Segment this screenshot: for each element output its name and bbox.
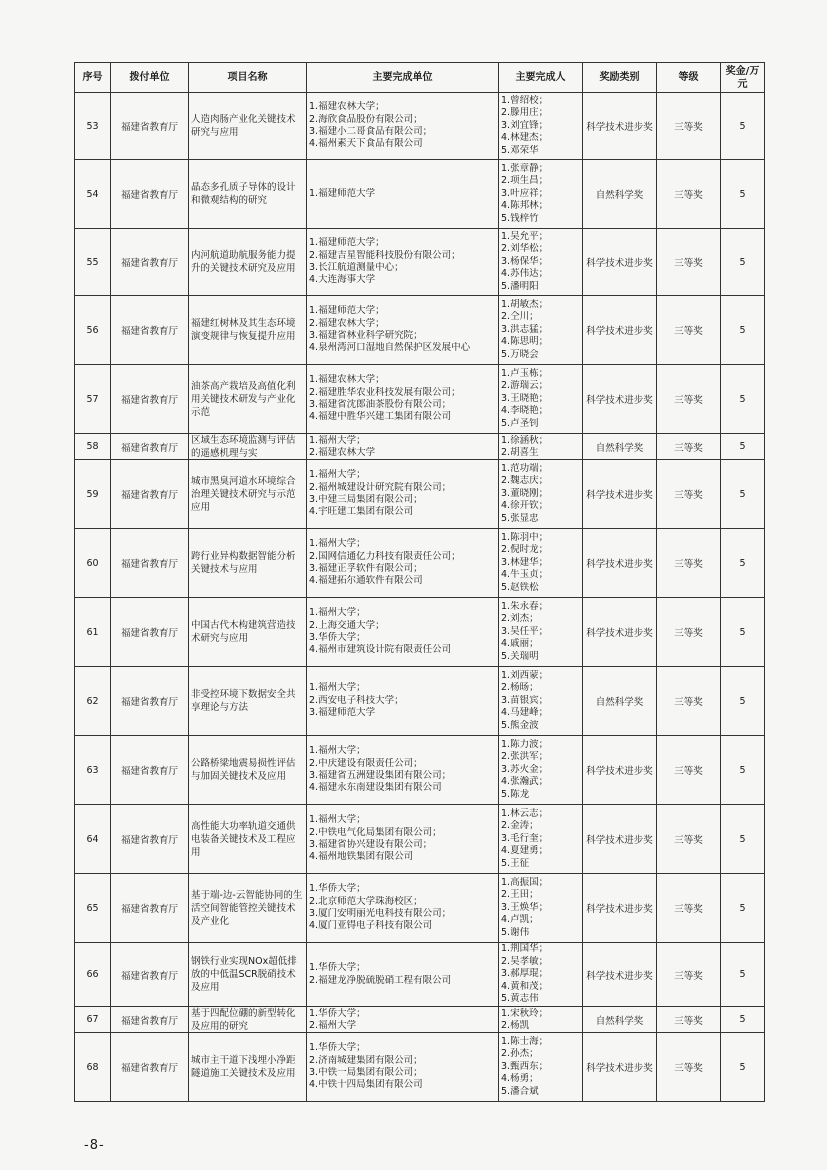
row-people — [499, 598, 583, 667]
row-units-line: 1.福建师范大学 — [309, 187, 376, 199]
row-units — [307, 365, 499, 434]
row-people-line: 4.黄和茂； — [501, 980, 549, 992]
row-award-type: 科学技术进步奖 — [583, 736, 657, 805]
row-units-line: 3.厦门安明丽光电科技有限公司； — [309, 908, 452, 919]
row-units-line: 2.国网信通亿力科技有限责任公司； — [309, 550, 461, 562]
row-department: 福建省教育厅 — [111, 667, 189, 736]
row-number: 56 — [75, 296, 111, 365]
row-project-name — [189, 943, 307, 1007]
row-units-line: 4.福建中胜华兴建工集团有限公司 — [309, 411, 452, 423]
row-people-line: 2.杨凯 — [501, 1019, 530, 1031]
row-units-line: 2.上海交通大学； — [309, 619, 385, 631]
row-people-line: 2.王田； — [501, 889, 539, 901]
row-award-type: 科学技术进步奖 — [583, 460, 657, 529]
row-units — [307, 296, 499, 365]
row-units-line: 2.福州城建设计研究院有限公司； — [309, 481, 452, 493]
row-project-name — [189, 365, 307, 434]
table-row — [75, 736, 765, 805]
row-people-line: 4.卢凯； — [501, 914, 539, 926]
row-units-line: 2.福州大学 — [309, 1019, 357, 1031]
row-amount: 5 — [721, 93, 765, 160]
row-people — [499, 460, 583, 529]
row-grade: 三等奖 — [657, 365, 721, 434]
row-people-line: 1.林云志； — [501, 807, 549, 819]
row-award-type: 科学技术进步奖 — [583, 93, 657, 160]
row-people-line: 5.张显忠 — [501, 512, 539, 524]
row-project-name — [189, 1033, 307, 1102]
row-department: 福建省教育厅 — [111, 434, 189, 460]
table-row — [75, 93, 765, 160]
row-grade: 三等奖 — [657, 160, 721, 229]
row-department: 福建省教育厅 — [111, 1007, 189, 1033]
table-row — [75, 365, 765, 434]
row-grade: 三等奖 — [657, 805, 721, 874]
row-people-line: 5.赵铁松 — [501, 581, 539, 593]
row-people-line: 4.张瀚武； — [501, 776, 549, 788]
row-project-name — [189, 805, 307, 874]
row-people-line: 5.陈龙 — [501, 788, 530, 800]
table-row — [75, 296, 765, 365]
row-people — [499, 229, 583, 296]
row-people-line: 2.刘杰； — [501, 613, 539, 625]
row-units-line: 1.福州大学； — [309, 745, 366, 757]
row-people-line: 2.项生昌； — [501, 175, 549, 187]
row-people — [499, 943, 583, 1007]
row-people — [499, 805, 583, 874]
row-units — [307, 667, 499, 736]
project-name-text: 非受控环境下数据安全共享理论与方法 — [191, 689, 296, 713]
table-row — [75, 874, 765, 943]
row-people-line: 4.陈思明； — [501, 336, 549, 348]
row-units-line: 1.福州大学； — [309, 469, 366, 481]
row-units — [307, 1033, 499, 1102]
row-people-line: 2.仝川； — [501, 311, 539, 323]
row-number: 65 — [75, 874, 111, 943]
row-units — [307, 736, 499, 805]
row-units-line: 3.长江航道测量中心； — [309, 262, 404, 273]
row-people-line: 2.吴孝敏； — [501, 955, 549, 967]
row-people-line: 4.徐开钦； — [501, 500, 549, 512]
row-people-line: 1.荆国华； — [501, 943, 549, 955]
row-amount: 5 — [721, 736, 765, 805]
row-people-line: 5.王征 — [501, 857, 530, 869]
row-units — [307, 1007, 499, 1033]
row-people-line: 1.陈力波； — [501, 738, 549, 750]
row-amount: 5 — [721, 296, 765, 365]
row-department: 福建省教育厅 — [111, 943, 189, 1007]
row-people-line: 3.洪志猛； — [501, 323, 549, 335]
row-people-line: 4.陈邦林； — [501, 200, 549, 212]
row-units — [307, 229, 499, 296]
row-project-name — [189, 529, 307, 598]
row-people-line: 4.杨勇； — [501, 1073, 539, 1085]
row-units-line: 2.福建吉星智能科技股份有限公司； — [309, 249, 461, 261]
row-amount: 5 — [721, 943, 765, 1007]
row-number: 57 — [75, 365, 111, 434]
row-units-line: 1.福建师范大学； — [309, 237, 385, 249]
row-people-line: 1.朱永春； — [501, 600, 549, 612]
row-project-name — [189, 1007, 307, 1033]
row-units-line: 2.福建龙净脱硫脱硝工程有限公司 — [309, 974, 452, 986]
row-people-line: 1.卢玉栋； — [501, 367, 549, 379]
row-people — [499, 736, 583, 805]
row-units-line: 1.华侨大学； — [309, 962, 366, 974]
row-people-line: 2.滕用庄； — [501, 107, 549, 119]
row-award-type: 科学技术进步奖 — [583, 874, 657, 943]
row-amount: 5 — [721, 1007, 765, 1033]
row-people-line: 2.刘华松； — [501, 243, 549, 255]
row-people-line: 5.万晓会 — [501, 348, 539, 360]
row-grade: 三等奖 — [657, 1033, 721, 1102]
row-award-type: 自然科学奖 — [583, 434, 657, 460]
row-units-line: 2.海欣食品股份有限公司； — [309, 113, 423, 125]
row-amount: 5 — [721, 434, 765, 460]
row-units — [307, 805, 499, 874]
row-grade: 三等奖 — [657, 943, 721, 1007]
row-people-line: 3.吴任平； — [501, 625, 549, 637]
row-units-line: 1.华侨大学； — [309, 1042, 366, 1054]
project-name-text: 公路桥梁地震易损性评估与加固关键技术及应用 — [191, 758, 296, 782]
row-units-line: 1.福建师范大学； — [309, 305, 385, 317]
row-units-line: 4.厦门亚锝电子科技有限公司 — [309, 920, 433, 932]
row-people-line: 1.刘西蒙； — [501, 669, 549, 681]
row-units-line: 4.大连海事大学 — [309, 274, 376, 286]
row-units — [307, 93, 499, 160]
row-department: 福建省教育厅 — [111, 805, 189, 874]
row-units-line: 2.济南城建集团有限公司； — [309, 1054, 423, 1066]
row-number: 55 — [75, 229, 111, 296]
row-people-line: 3.刘宜锋； — [501, 119, 549, 131]
row-people-line: 3.毛行奎； — [501, 832, 549, 844]
row-units-line: 3.福建省协兴建设有限公司； — [309, 839, 433, 850]
row-people — [499, 1033, 583, 1102]
row-grade: 三等奖 — [657, 296, 721, 365]
row-units — [307, 943, 499, 1007]
project-name-text: 城市黑臭河道水环境综合治理关键技术研究与示范应用 — [191, 475, 296, 513]
row-award-type: 科学技术进步奖 — [583, 229, 657, 296]
row-units-line: 1.福建农林大学； — [309, 374, 385, 386]
row-people-line: 5.黄志伟 — [501, 993, 539, 1005]
row-department: 福建省教育厅 — [111, 365, 189, 434]
row-units-line: 3.福建省林业科学研究院； — [309, 330, 423, 341]
row-department: 福建省教育厅 — [111, 93, 189, 160]
row-award-type: 自然科学奖 — [583, 667, 657, 736]
project-name-text: 晶态多孔质子导体的设计和微观结构的研究 — [191, 182, 296, 206]
row-people-line: 5.潘明阳 — [501, 280, 539, 292]
row-units-line: 3.华侨大学； — [309, 632, 366, 643]
row-people — [499, 93, 583, 160]
project-name-text: 内河航道助航服务能力提升的关键技术研究及应用 — [191, 250, 296, 274]
row-people-line: 2.游瑞云； — [501, 380, 549, 392]
row-units-line: 1.福州大学； — [309, 607, 366, 619]
row-units — [307, 460, 499, 529]
row-units — [307, 598, 499, 667]
row-project-name — [189, 460, 307, 529]
project-name-text: 区域生态环境监测与评估的遥感机理与实 — [191, 435, 296, 459]
row-units-line: 3.福建小二哥食品有限公司； — [309, 126, 433, 137]
row-people-line: 3.甄西东； — [501, 1060, 549, 1072]
row-people-line: 3.林建华； — [501, 556, 549, 568]
row-people — [499, 365, 583, 434]
row-grade: 三等奖 — [657, 460, 721, 529]
row-people-line: 1.胡敏杰； — [501, 298, 549, 310]
row-units-line: 1.福州大学； — [309, 682, 366, 694]
row-number: 66 — [75, 943, 111, 1007]
row-people-line: 2.倪时龙； — [501, 544, 549, 556]
row-department: 福建省教育厅 — [111, 229, 189, 296]
project-name-text: 福建红树林及其生态环境演变规律与恢复提升应用 — [191, 318, 296, 342]
row-units-line: 2.福建胜华农业科技发展有限公司； — [309, 386, 461, 398]
row-amount: 5 — [721, 529, 765, 598]
table-row — [75, 434, 765, 460]
row-people-line: 2.张洪军； — [501, 751, 549, 763]
row-units-line: 2.北京师范大学珠海校区； — [309, 895, 423, 907]
row-units-line: 4.中铁十四局集团有限公司 — [309, 1079, 423, 1091]
row-people-line: 1.曾绍校； — [501, 94, 549, 106]
row-units-line: 4.福州素天下食品有限公司 — [309, 138, 423, 150]
table-row — [75, 598, 765, 667]
row-people-line: 5.潘合斌 — [501, 1085, 539, 1097]
row-people-line: 5.熊金波 — [501, 719, 539, 731]
table-row — [75, 460, 765, 529]
row-units — [307, 529, 499, 598]
row-people-line: 3.杨保华； — [501, 255, 549, 267]
row-amount: 5 — [721, 667, 765, 736]
row-people-line: 2.金涛； — [501, 820, 539, 832]
row-people-line: 1.吴允平； — [501, 230, 549, 242]
row-grade: 三等奖 — [657, 434, 721, 460]
row-people-line: 1.张章静； — [501, 162, 549, 174]
row-number: 53 — [75, 93, 111, 160]
row-people-line: 3.王焕华； — [501, 901, 549, 913]
row-people-line: 4.马建峰； — [501, 707, 549, 719]
row-number: 58 — [75, 434, 111, 460]
row-people-line: 1.陈士海； — [501, 1035, 549, 1047]
row-units-line: 1.华侨大学； — [309, 883, 366, 895]
row-units-line: 3.福建省五洲建设集团有限公司； — [309, 770, 452, 781]
row-number: 54 — [75, 160, 111, 229]
row-amount: 5 — [721, 229, 765, 296]
row-people-line: 4.李晓艳； — [501, 405, 549, 417]
row-number: 67 — [75, 1007, 111, 1033]
project-name-text: 钢铁行业实现NOx超低排放的中低温SCR脱硝技术及应用 — [191, 956, 297, 993]
header-name: 项目名称 — [189, 63, 307, 93]
row-units-line: 4.宇旺建工集团有限公司 — [309, 506, 414, 518]
row-amount: 5 — [721, 160, 765, 229]
row-people — [499, 667, 583, 736]
header-people: 主要完成人 — [499, 63, 583, 93]
row-grade: 三等奖 — [657, 874, 721, 943]
row-people-line: 1.陈羽中； — [501, 531, 549, 543]
row-units-line: 1.福州大学； — [309, 434, 366, 446]
row-grade: 三等奖 — [657, 1007, 721, 1033]
project-name-text: 中国古代木构建筑营造技术研究与应用 — [191, 620, 296, 644]
row-project-name — [189, 229, 307, 296]
row-people-line: 5.卢圣钊 — [501, 417, 539, 429]
row-department: 福建省教育厅 — [111, 736, 189, 805]
row-units — [307, 874, 499, 943]
row-units-line: 3.中建三局集团有限公司； — [309, 494, 423, 505]
table-row — [75, 160, 765, 229]
row-people-line: 2.孙杰； — [501, 1048, 539, 1060]
row-people-line: 3.董晓刚； — [501, 487, 549, 499]
row-people-line: 4.夏建勇； — [501, 845, 549, 857]
row-people-line: 3.王晓艳； — [501, 392, 549, 404]
row-people-line: 2.杨旸； — [501, 682, 539, 694]
row-grade: 三等奖 — [657, 736, 721, 805]
row-units-line: 3.福建省沈郎油茶股份有限公司； — [309, 399, 452, 410]
row-award-type: 自然科学奖 — [583, 160, 657, 229]
row-people-line: 5.谢伟 — [501, 926, 530, 938]
row-amount: 5 — [721, 460, 765, 529]
row-number: 60 — [75, 529, 111, 598]
row-award-type: 科学技术进步奖 — [583, 598, 657, 667]
row-units-line: 3.中铁一局集团有限公司； — [309, 1067, 423, 1078]
row-people-line: 4.戚丽； — [501, 638, 539, 650]
row-amount: 5 — [721, 874, 765, 943]
table-row — [75, 805, 765, 874]
row-people-line: 1.高振国； — [501, 876, 549, 888]
row-people-line: 2.魏志庆； — [501, 475, 549, 487]
row-number: 68 — [75, 1033, 111, 1102]
row-people-line: 4.牛玉贞； — [501, 569, 549, 581]
row-award-type: 科学技术进步奖 — [583, 529, 657, 598]
row-people — [499, 1007, 583, 1033]
page-number: -8- — [84, 1138, 105, 1153]
row-department: 福建省教育厅 — [111, 296, 189, 365]
row-project-name — [189, 434, 307, 460]
header-amount: 奖金/万元 — [721, 63, 765, 93]
row-project-name — [189, 296, 307, 365]
row-number: 62 — [75, 667, 111, 736]
row-units-line: 4.福州地铁集团有限公司 — [309, 851, 414, 863]
project-name-text: 城市主干道下浅埋小净距隧道施工关键技术及应用 — [191, 1055, 296, 1079]
row-amount: 5 — [721, 805, 765, 874]
row-department: 福建省教育厅 — [111, 598, 189, 667]
row-units-line: 4.福州市建筑设计院有限责任公司 — [309, 644, 452, 656]
row-award-type: 科学技术进步奖 — [583, 805, 657, 874]
header-type: 奖励类别 — [583, 63, 657, 93]
header-num: 序号 — [75, 63, 111, 93]
row-grade: 三等奖 — [657, 667, 721, 736]
table-row — [75, 529, 765, 598]
row-people-line: 3.郝厚琨； — [501, 968, 549, 980]
row-units — [307, 434, 499, 460]
row-units-line: 2.福建农林大学； — [309, 317, 385, 329]
row-grade: 三等奖 — [657, 93, 721, 160]
row-grade: 三等奖 — [657, 598, 721, 667]
row-units-line: 1.华侨大学； — [309, 1007, 366, 1019]
row-project-name — [189, 736, 307, 805]
row-project-name — [189, 160, 307, 229]
row-units-line: 2.西安电子科技大学； — [309, 694, 404, 706]
row-people-line: 3.苗银宾； — [501, 694, 549, 706]
award-table — [74, 62, 765, 1102]
row-amount: 5 — [721, 598, 765, 667]
row-number: 64 — [75, 805, 111, 874]
row-people-line: 5.钱梓竹 — [501, 212, 539, 224]
table-row — [75, 667, 765, 736]
table-row — [75, 943, 765, 1007]
project-name-text: 基于四配位硼的新型转化及应用的研究 — [191, 1008, 296, 1032]
row-units-line: 2.福建农林大学 — [309, 446, 376, 458]
row-units-line: 4.福建永东南建设集团有限公司 — [309, 782, 442, 794]
row-people — [499, 160, 583, 229]
table-row — [75, 1033, 765, 1102]
header-grade: 等级 — [657, 63, 721, 93]
project-name-text: 油茶高产栽培及高值化利用关键技术研发与产业化示范 — [191, 380, 296, 418]
row-units-line: 2.中庆建设有限责任公司； — [309, 757, 423, 769]
row-units-line: 3.福建师范大学 — [309, 707, 376, 719]
row-award-type: 科学技术进步奖 — [583, 1033, 657, 1102]
row-units-line: 4.福建拓尔通软件有限公司 — [309, 575, 423, 587]
row-people-line: 5.关瑞明 — [501, 650, 539, 662]
row-project-name — [189, 93, 307, 160]
row-people — [499, 874, 583, 943]
row-units-line: 2.中铁电气化局集团有限公司； — [309, 826, 442, 838]
row-award-type: 科学技术进步奖 — [583, 943, 657, 1007]
row-department: 福建省教育厅 — [111, 460, 189, 529]
row-people-line: 1.范功端； — [501, 462, 549, 474]
table-header-row — [75, 63, 765, 93]
row-project-name — [189, 598, 307, 667]
row-units-line: 1.福州大学； — [309, 538, 366, 550]
row-award-type: 自然科学奖 — [583, 1007, 657, 1033]
row-people-line: 3.苏火金； — [501, 763, 549, 775]
row-amount: 5 — [721, 1033, 765, 1102]
row-people-line: 1.宋秋玲； — [501, 1007, 549, 1019]
header-dept: 拨付单位 — [111, 63, 189, 93]
row-units-line: 4.泉州湾河口湿地自然保护区发展中心 — [309, 342, 471, 354]
project-name-text: 高性能大功率轨道交通供电装备关键技术及工程应用 — [191, 820, 296, 858]
row-department: 福建省教育厅 — [111, 874, 189, 943]
row-units — [307, 160, 499, 229]
row-units-line: 1.福州大学； — [309, 814, 366, 826]
row-people — [499, 434, 583, 460]
row-project-name — [189, 667, 307, 736]
row-number: 63 — [75, 736, 111, 805]
project-name-text: 跨行业异构数据智能分析关键技术与应用 — [191, 551, 296, 575]
row-number: 61 — [75, 598, 111, 667]
row-number: 59 — [75, 460, 111, 529]
row-people-line: 2.胡喜生 — [501, 446, 539, 458]
row-people — [499, 529, 583, 598]
row-people-line: 4.林建杰； — [501, 132, 549, 144]
row-people-line: 3.叶应祥； — [501, 187, 549, 199]
header-units: 主要完成单位 — [307, 63, 499, 93]
row-people-line: 4.苏伟达； — [501, 268, 549, 280]
row-award-type: 科学技术进步奖 — [583, 296, 657, 365]
row-people — [499, 296, 583, 365]
table-row — [75, 229, 765, 296]
row-people-line: 5.邓荣华 — [501, 144, 539, 156]
row-amount: 5 — [721, 365, 765, 434]
row-award-type: 科学技术进步奖 — [583, 365, 657, 434]
row-units-line: 1.福建农林大学； — [309, 101, 385, 113]
table-row — [75, 1007, 765, 1033]
row-department: 福建省教育厅 — [111, 160, 189, 229]
row-department: 福建省教育厅 — [111, 1033, 189, 1102]
row-project-name — [189, 874, 307, 943]
row-grade: 三等奖 — [657, 229, 721, 296]
project-name-text: 人造肉肠产业化关键技术研究与应用 — [191, 114, 296, 138]
row-department: 福建省教育厅 — [111, 529, 189, 598]
project-name-text: 基于端-边-云智能协同的生活空间智能管控关键技术及产业化 — [191, 889, 303, 927]
row-grade: 三等奖 — [657, 529, 721, 598]
row-people-line: 1.徐涵秋； — [501, 434, 549, 446]
row-units-line: 3.福建正孚软件有限公司； — [309, 563, 423, 574]
